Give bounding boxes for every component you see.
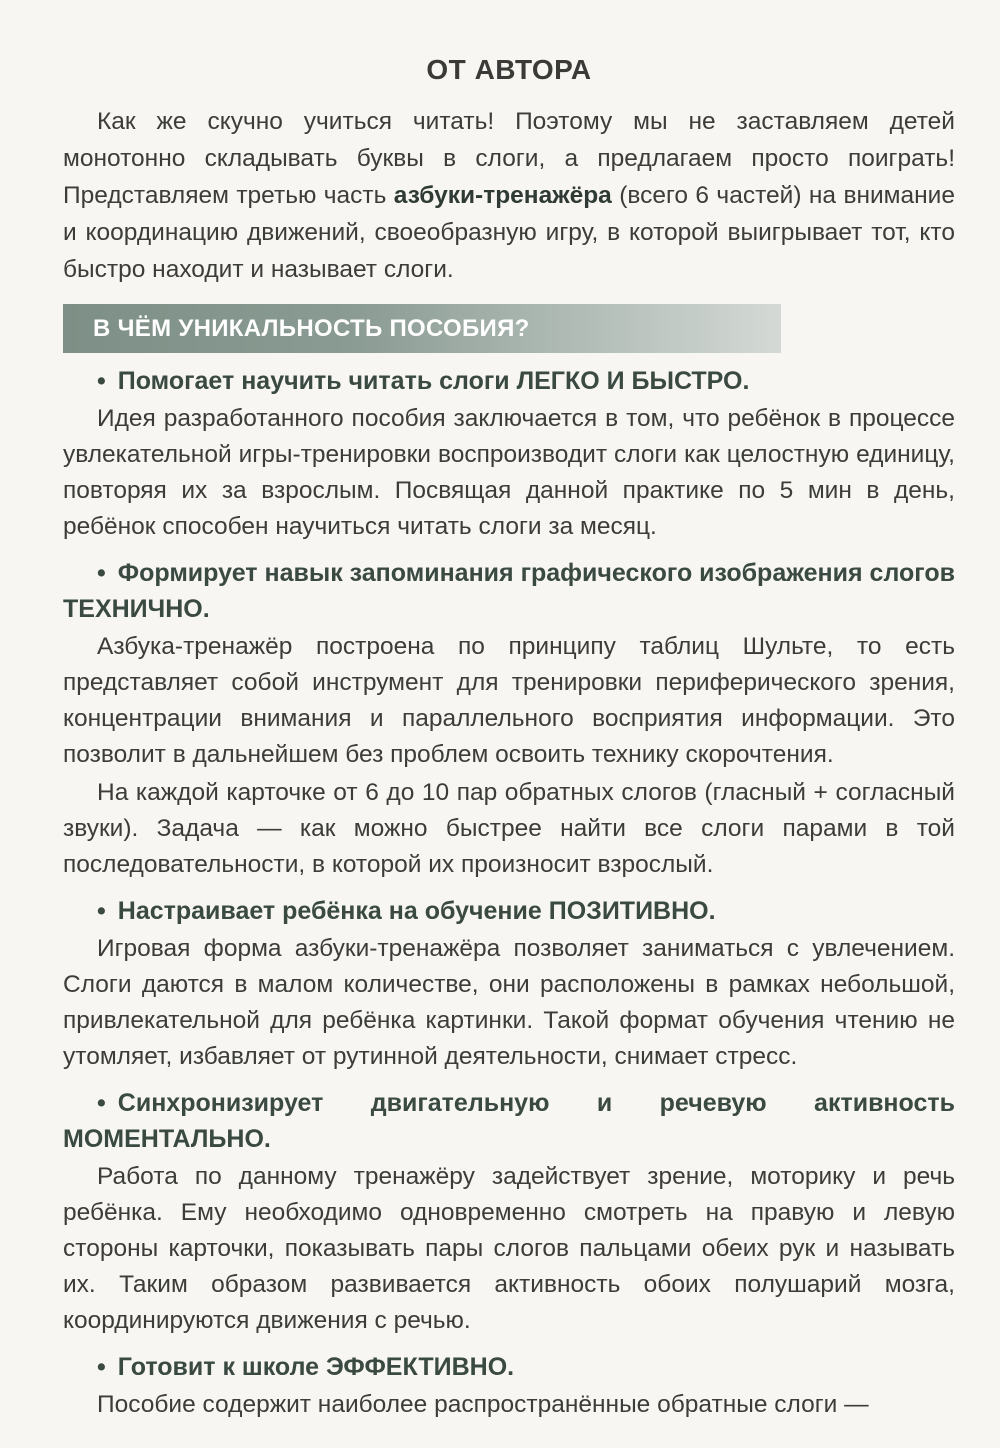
bullet-icon: • <box>97 367 106 395</box>
section-paragraph: Работа по данному тренажёру задействует зрение, моторику и речь ребёнка. Ему необходимо одновременно смотреть на правую и левую стороны карточки, показывать пары слогов пальцами обеих рук и называть их. Таким образом развивается активность обоих полушарий мозга, координируются движения с речью. <box>63 1163 955 1334</box>
section-paragraph: Идея разработанного пособия заключается в том, что ребёнок в процессе увлекательной игры-тренировки воспроизводит слоги как целостную единицу, повторяя их за взрослым. Посвящая данной практике по 5 мин в день, ребёнок способен научиться читать слоги за месяц. <box>63 405 955 540</box>
bullet-icon: • <box>97 559 106 587</box>
intro-text-start: Как же скучно учиться читать! Поэтому мы не заставляем детей монотонно складывать буквы в слоги, а предлагаем просто поиграть! Представляем третью часть <box>63 108 955 209</box>
intro-highlight: азбуки-тренажёра <box>393 182 612 209</box>
bullet-icon: • <box>97 1089 106 1117</box>
section-paragraph: Пособие содержит наиболее распространённые обратные слоги — <box>97 1391 869 1418</box>
section-paragraph: На каждой карточке от 6 до 10 пар обратных слогов (гласный + согласный звуки). Задача — как можно быстрее найти все слоги парами в той последовательности, в которой их произносит взрослый. <box>63 779 955 878</box>
section-banner: В ЧЁМ УНИКАЛЬНОСТЬ ПОСОБИЯ? <box>63 304 781 353</box>
intro-paragraph <box>63 103 955 288</box>
section-heading-text: Помогает научить читать слоги ЛЕГКО И БЫСТРО. <box>117 367 750 395</box>
section-heading-text: Настраивает ребёнка на обучение ПОЗИТИВНО. <box>117 897 716 925</box>
page <box>63 52 955 1423</box>
section-heading <box>63 555 955 627</box>
bullet-icon: • <box>97 1353 106 1381</box>
section-heading <box>63 363 955 399</box>
section-heading <box>63 1085 955 1157</box>
intro-text-end: (всего 6 частей) на внимание и координацию движений, своеобразную игру, в которой выигрывает тот, кто быстро находит и называет слоги. <box>63 182 955 283</box>
section-4 <box>63 1085 955 1339</box>
section-1 <box>63 363 955 545</box>
section-2 <box>63 555 955 883</box>
section-heading-text: Готовит к школе ЭФФЕКТИВНО. <box>117 1353 515 1381</box>
section-heading-text: Формирует навык запоминания графического изображения слогов ТЕХНИЧНО. <box>63 559 955 623</box>
section-heading <box>63 1349 955 1385</box>
section-heading-text: Синхронизирует двигательную и речевую активность МОМЕНТАЛЬНО. <box>63 1089 955 1153</box>
section-3 <box>63 893 955 1075</box>
section-heading <box>63 893 955 929</box>
page-title: ОТ АВТОРА <box>426 54 592 85</box>
section-paragraph: Игровая форма азбуки-тренажёра позволяет заниматься с увлечением. Слоги даются в малом количестве, они расположены в рамках небольшой, привлекательной для ребёнка картинки. Такой формат обучения чтению не утомляет, избавляет от рутинной деятельности, снимает стресс. <box>63 935 955 1070</box>
section-paragraph: Азбука-тренажёр построена по принципу таблиц Шульте, то есть представляет собой инструмент для тренировки периферического зрения, концентрации внимания и параллельного восприятия информации. Это позволит в дальнейшем без проблем освоить технику скорочтения. <box>63 633 955 768</box>
section-5 <box>63 1349 955 1423</box>
bullet-icon: • <box>97 897 106 925</box>
